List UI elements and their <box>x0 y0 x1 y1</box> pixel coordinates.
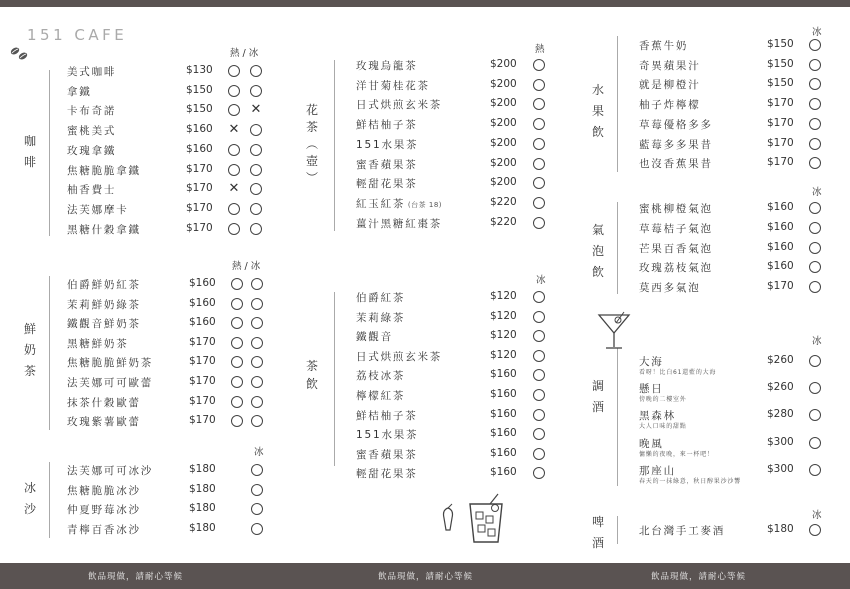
sparkling-item-price: $160 <box>767 240 794 253</box>
milktea-section-title-char: 茶 <box>23 364 36 378</box>
milktea-hot-checkbox <box>231 376 243 388</box>
flower-item-name: 玫瑰烏龍茶 <box>356 60 418 72</box>
tea-option-checkbox <box>533 311 545 323</box>
coffee-item-name: 拿鐵 <box>67 85 92 98</box>
coffee-divider <box>49 70 50 236</box>
cocktail-item-description: 傍晚的二樓室外 <box>639 396 687 404</box>
smoothie-section-title-char: 沙 <box>23 502 36 516</box>
coffee-ice-checkbox <box>250 183 262 195</box>
sparkling-item-price: $170 <box>767 280 794 293</box>
cocktail-item-name: 大海 <box>639 356 664 368</box>
fruit-item-price: $150 <box>767 77 794 90</box>
milktea-hot-checkbox <box>231 278 243 290</box>
milktea-item-price: $170 <box>189 394 216 407</box>
sparkling-item-price: $160 <box>767 260 794 273</box>
fruit-item-price: $170 <box>767 116 794 129</box>
flower-option-checkbox <box>533 118 545 130</box>
coffee-column-header: 熱 / 冰 <box>230 48 259 59</box>
milktea-section-title-char: 奶 <box>23 343 36 357</box>
tea-item-name: 茉莉綠茶 <box>356 311 406 324</box>
beer-item-price: $180 <box>767 523 794 535</box>
tea-column-header: 冰 <box>536 275 546 286</box>
fruit-item-price: $170 <box>767 97 794 110</box>
fruit-column-header: 冰 <box>812 27 822 38</box>
coffee-ice-unavailable: ✕ <box>250 102 262 118</box>
tea-item-name: 檸檬紅茶 <box>356 390 406 402</box>
fruit-option-checkbox <box>809 157 821 169</box>
smoothie-item-name: 法芙娜可可冰沙 <box>67 465 154 477</box>
flower-option-checkbox <box>533 177 545 189</box>
milktea-ice-checkbox <box>251 415 263 427</box>
flower-item-name: 薑汁黑糖紅棗茶 <box>356 217 443 230</box>
footer-note-2: 飲品現做，請耐心等候 <box>378 572 474 582</box>
smoothie-option-checkbox <box>251 503 263 515</box>
tea-item-price: $160 <box>490 368 517 381</box>
coffee-ice-checkbox <box>250 203 262 215</box>
coffee-item-name: 黑糖什穀拿鐵 <box>67 223 141 236</box>
milktea-divider <box>49 276 50 430</box>
milktea-item-price: $170 <box>189 375 216 387</box>
flower-option-checkbox <box>533 197 545 209</box>
tea-item-name: 荔枝冰茶 <box>356 370 406 383</box>
cocktail-item-name: 那座山 <box>639 464 676 477</box>
cocktail-option-checkbox <box>809 437 821 449</box>
footer-note-3: 飲品現做，請耐心等候 <box>651 572 747 582</box>
coffee-item-price: $130 <box>186 64 213 76</box>
fruit-item-name: 奇異蘋果汁 <box>639 59 701 72</box>
tea-divider <box>334 292 335 466</box>
fruit-section-title-char: 水 <box>591 83 604 97</box>
fruit-item-name: 藍莓多多果昔 <box>639 138 713 151</box>
tea-section-title-char: 茶 <box>305 359 318 373</box>
milktea-item-price: $170 <box>189 355 216 368</box>
cocktail-glass-icon <box>596 311 632 351</box>
fruit-item-price: $150 <box>767 38 794 50</box>
tea-option-checkbox <box>533 389 545 401</box>
beer-column-header: 冰 <box>812 510 822 521</box>
tea-item-price: $160 <box>490 407 517 420</box>
flower-item-price: $200 <box>490 117 517 130</box>
cocktail-section-title-char: 酒 <box>591 400 604 414</box>
sparkling-section-title-char: 泡 <box>591 244 604 258</box>
cocktail-item-price: $300 <box>767 462 794 475</box>
cocktail-item-name: 晚風 <box>639 437 664 450</box>
tea-item-price: $120 <box>490 309 517 322</box>
flower-item-price: $200 <box>490 176 517 189</box>
milktea-hot-checkbox <box>231 356 243 368</box>
footer-note-1: 飲品現做，請耐心等候 <box>88 572 184 582</box>
smoothie-item-name: 仲夏野莓冰沙 <box>67 504 141 517</box>
tea-item-price: $160 <box>490 466 517 479</box>
fruit-item-price: $170 <box>767 156 794 169</box>
flower-item-name: 151水果茶 <box>356 138 419 151</box>
milktea-item-name: 茉莉鮮奶綠茶 <box>67 298 141 311</box>
tea-item-name: 輕甜花果茶 <box>356 468 418 481</box>
tea-option-checkbox <box>533 330 545 342</box>
tea-option-checkbox <box>533 467 545 479</box>
coffee-hot-checkbox <box>228 144 240 156</box>
sparkling-option-checkbox <box>809 281 821 293</box>
milktea-item-name: 黑糖鮮奶茶 <box>67 337 129 350</box>
milktea-item-price: $160 <box>189 277 216 289</box>
beer-option-checkbox <box>809 524 821 536</box>
sparkling-column-header: 冰 <box>812 187 822 198</box>
milktea-ice-checkbox <box>251 337 263 349</box>
top-bar <box>0 0 850 7</box>
coffee-beans-icon <box>8 43 30 63</box>
milktea-item-price: $160 <box>189 316 216 329</box>
cocktail-divider <box>617 348 618 486</box>
coffee-hot-unavailable: ✕ <box>228 181 240 197</box>
coffee-ice-checkbox <box>250 85 262 97</box>
sparkling-option-checkbox <box>809 261 821 273</box>
fruit-item-price: $170 <box>767 136 794 149</box>
sparkling-item-name: 草莓桔子氣泡 <box>639 222 713 235</box>
cocktail-item-description: 春天的一抹綠意，秋日醇果沙沙響 <box>639 477 742 485</box>
sparkling-item-name: 芒果百香氣泡 <box>639 242 713 255</box>
milktea-ice-checkbox <box>251 298 263 310</box>
coffee-hot-checkbox <box>228 85 240 97</box>
iced-drink-icon <box>436 492 508 548</box>
flower-item-price: $220 <box>490 195 517 208</box>
sparkling-item-name: 玫瑰荔枝氣泡 <box>639 262 713 275</box>
tea-item-price: $120 <box>490 329 517 342</box>
tea-item-name: 伯爵紅茶 <box>356 292 406 304</box>
smoothie-item-name: 青檸百香冰沙 <box>67 524 141 537</box>
smoothie-item-price: $180 <box>189 482 216 495</box>
fruit-item-price: $150 <box>767 57 794 70</box>
flower-item-price: $200 <box>490 58 517 70</box>
coffee-item-price: $160 <box>186 142 213 155</box>
coffee-hot-checkbox <box>228 65 240 77</box>
coffee-item-price: $150 <box>186 103 213 116</box>
sparkling-option-checkbox <box>809 242 821 254</box>
beer-section-title-char: 酒 <box>591 536 604 550</box>
cocktail-item-description: 看呀！比白61還藍的大海 <box>639 369 717 376</box>
sparkling-option-checkbox <box>809 222 821 234</box>
cocktail-item-name: 黑森林 <box>639 410 676 423</box>
coffee-item-name: 焦糖脆脆拿鐵 <box>67 164 141 177</box>
flower-option-checkbox <box>533 158 545 170</box>
tea-item-price: $160 <box>490 446 517 459</box>
coffee-item-name: 蜜桃美式 <box>67 125 117 138</box>
smoothie-item-price: $180 <box>189 463 216 475</box>
coffee-ice-checkbox <box>250 124 262 136</box>
fruit-item-name: 草莓優格多多 <box>639 118 713 131</box>
tea-item-price: $120 <box>490 290 517 302</box>
milktea-ice-checkbox <box>251 376 263 388</box>
beer-section-title-char: 啤 <box>591 515 604 529</box>
fruit-option-checkbox <box>809 138 821 150</box>
tea-item-price: $160 <box>490 427 517 440</box>
flower-column-header: 熱 <box>535 44 545 55</box>
cocktail-column-header: 冰 <box>812 336 822 347</box>
coffee-hot-checkbox <box>228 104 240 116</box>
milktea-item-price: $170 <box>189 414 216 427</box>
flower-item-price: $200 <box>490 97 517 110</box>
coffee-ice-checkbox <box>250 223 262 235</box>
flower-section-title-char: 壺 <box>305 154 318 168</box>
coffee-hot-checkbox <box>228 203 240 215</box>
tea-item-name: 鐵觀音 <box>356 331 393 344</box>
cocktail-section-title-char: 調 <box>591 379 604 393</box>
fruit-item-name: 香蕉牛奶 <box>639 40 689 52</box>
fruit-option-checkbox <box>809 98 821 110</box>
coffee-item-name: 柚香費士 <box>67 184 117 197</box>
cocktail-item-description: 大人口味的甜點 <box>639 423 687 431</box>
tea-option-checkbox <box>533 428 545 440</box>
cafe-logo: 151 CAFE <box>27 26 128 44</box>
cocktail-option-checkbox <box>809 464 821 476</box>
flower-section-title-char: ︶ <box>305 171 318 185</box>
milktea-ice-checkbox <box>251 278 263 290</box>
smoothie-item-price: $180 <box>189 522 216 535</box>
sparkling-divider <box>617 202 618 294</box>
milktea-section-title-char: 鮮 <box>23 322 36 336</box>
tea-item-price: $120 <box>490 348 517 361</box>
flower-item-name: 輕甜花果茶 <box>356 178 418 191</box>
flower-divider <box>334 60 335 231</box>
milktea-hot-checkbox <box>231 298 243 310</box>
fruit-option-checkbox <box>809 39 821 51</box>
milktea-item-name: 抹茶什穀歐蕾 <box>67 396 141 409</box>
sparkling-item-name: 蜜桃柳橙氣泡 <box>639 203 713 215</box>
cocktail-option-checkbox <box>809 409 821 421</box>
flower-option-checkbox <box>533 138 545 150</box>
cocktail-option-checkbox <box>809 382 821 394</box>
coffee-hot-checkbox <box>228 164 240 176</box>
coffee-item-name: 玫瑰拿鐵 <box>67 144 117 157</box>
tea-item-name: 日式烘煎玄米茶 <box>356 350 443 363</box>
coffee-ice-checkbox <box>250 144 262 156</box>
tea-option-checkbox <box>533 350 545 362</box>
coffee-section-title-char: 咖 <box>23 134 36 148</box>
coffee-item-price: $170 <box>186 221 213 234</box>
flower-item-name: 紅玉紅茶 (台茶 18) <box>356 197 443 210</box>
flower-option-checkbox <box>533 79 545 91</box>
milktea-hot-checkbox <box>231 415 243 427</box>
cocktail-item-price: $280 <box>767 408 794 421</box>
coffee-item-price: $170 <box>186 201 213 214</box>
flower-item-price: $200 <box>490 156 517 169</box>
milktea-item-name: 焦糖脆脆鮮奶茶 <box>67 357 154 370</box>
coffee-item-name: 美式咖啡 <box>67 66 117 78</box>
fruit-section-title-char: 果 <box>591 104 604 118</box>
milktea-item-name: 玫瑰紫薯歐蕾 <box>67 416 141 429</box>
milktea-hot-checkbox <box>231 396 243 408</box>
tea-option-checkbox <box>533 291 545 303</box>
tea-item-price: $160 <box>490 388 517 400</box>
tea-item-name: 鮮桔柚子茶 <box>356 409 418 422</box>
smoothie-item-price: $180 <box>189 502 216 515</box>
smoothie-option-checkbox <box>251 464 263 476</box>
milktea-column-header: 熱 / 冰 <box>232 261 261 272</box>
coffee-ice-checkbox <box>250 164 262 176</box>
fruit-section-title-char: 飲 <box>591 125 604 139</box>
milktea-item-name: 鐵觀音鮮奶茶 <box>67 318 141 331</box>
coffee-hot-checkbox <box>228 223 240 235</box>
flower-item-price: $200 <box>490 136 517 149</box>
sparkling-option-checkbox <box>809 202 821 214</box>
coffee-section-title-char: 啡 <box>23 155 36 169</box>
tea-item-name: 蜜香蘋果茶 <box>356 448 418 461</box>
sparkling-item-price: $160 <box>767 220 794 233</box>
milktea-item-name: 伯爵鮮奶紅茶 <box>67 279 141 291</box>
milktea-item-name: 法芙娜可可歐蕾 <box>67 377 154 389</box>
tea-option-checkbox <box>533 369 545 381</box>
milktea-item-price: $170 <box>189 335 216 348</box>
fruit-divider <box>617 36 618 172</box>
flower-option-checkbox <box>533 59 545 71</box>
tea-option-checkbox <box>533 448 545 460</box>
coffee-item-name: 法芙娜摩卡 <box>67 203 129 216</box>
smoothie-item-name: 焦糖脆脆冰沙 <box>67 484 141 497</box>
flower-section-title-char: 花 <box>305 103 318 117</box>
cocktail-item-name: 懸日 <box>639 383 664 396</box>
sparkling-section-title-char: 飲 <box>591 265 604 279</box>
milktea-hot-checkbox <box>231 317 243 329</box>
flower-section-title-char: 茶 <box>305 120 318 134</box>
fruit-item-name: 柚子炸檸檬 <box>639 99 701 112</box>
beer-item-name: 北台灣手工麥酒 <box>639 525 726 537</box>
item-note: (台茶 18) <box>405 200 443 209</box>
coffee-item-price: $160 <box>186 123 213 136</box>
beer-divider <box>617 516 618 544</box>
milktea-ice-checkbox <box>251 356 263 368</box>
smoothie-divider <box>49 462 50 538</box>
sparkling-item-price: $160 <box>767 201 794 213</box>
cocktail-item-price: $260 <box>767 381 794 394</box>
fruit-item-name: 就是柳橙汁 <box>639 79 701 92</box>
cocktail-item-description: 慵懶的夜晚，來一杯吧！ <box>639 450 714 458</box>
smoothie-section-title-char: 冰 <box>23 481 36 495</box>
flower-item-name: 蜜香蘋果茶 <box>356 158 418 171</box>
fruit-option-checkbox <box>809 59 821 71</box>
milktea-ice-checkbox <box>251 396 263 408</box>
coffee-item-price: $170 <box>186 182 213 195</box>
cocktail-option-checkbox <box>809 355 821 367</box>
sparkling-section-title-char: 氣 <box>591 223 604 237</box>
flower-option-checkbox <box>533 98 545 110</box>
smoothie-column-header: 冰 <box>254 447 264 458</box>
milktea-item-price: $160 <box>189 296 216 309</box>
cocktail-item-price: $260 <box>767 354 794 366</box>
coffee-hot-unavailable: ✕ <box>228 122 240 138</box>
coffee-item-name: 卡布奇諾 <box>67 105 117 118</box>
sparkling-item-name: 莫西多氣泡 <box>639 282 701 295</box>
cocktail-item-price: $300 <box>767 435 794 448</box>
fruit-option-checkbox <box>809 118 821 130</box>
smoothie-option-checkbox <box>251 523 263 535</box>
flower-item-name: 洋甘菊桂花茶 <box>356 79 430 92</box>
fruit-item-name: 也沒香蕉果昔 <box>639 158 713 171</box>
coffee-ice-checkbox <box>250 65 262 77</box>
flower-item-price: $200 <box>490 77 517 90</box>
milktea-hot-checkbox <box>231 337 243 349</box>
flower-item-name: 日式烘煎玄米茶 <box>356 99 443 112</box>
tea-option-checkbox <box>533 409 545 421</box>
fruit-option-checkbox <box>809 78 821 90</box>
flower-item-price: $220 <box>490 215 517 228</box>
smoothie-option-checkbox <box>251 484 263 496</box>
coffee-item-price: $170 <box>186 162 213 175</box>
flower-option-checkbox <box>533 217 545 229</box>
flower-item-name: 鮮桔柚子茶 <box>356 119 418 132</box>
tea-section-title-char: 飲 <box>305 377 318 391</box>
tea-item-name: 151水果茶 <box>356 429 419 442</box>
coffee-item-price: $150 <box>186 83 213 96</box>
flower-section-title-char: ︵ <box>305 137 318 151</box>
milktea-ice-checkbox <box>251 317 263 329</box>
